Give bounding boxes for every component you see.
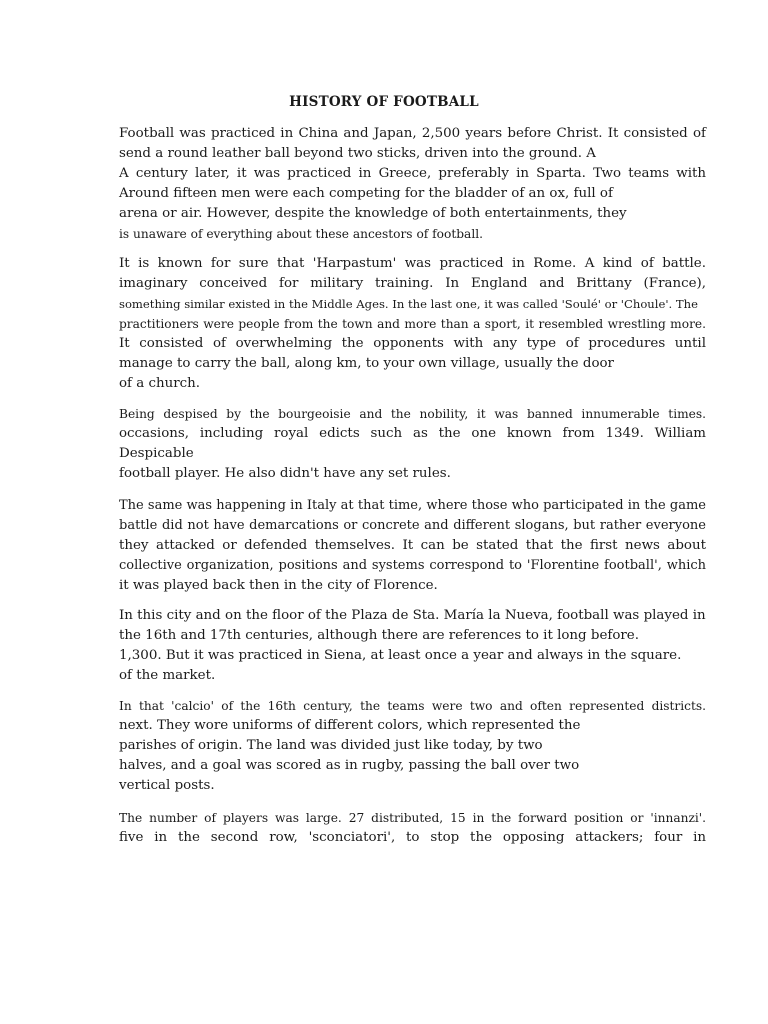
text-line: 1,300. But it was practiced in Siena, at least once a year and always in the square. <box>119 648 682 663</box>
text-line: parishes of origin. The land was divided just like today, by two <box>119 738 543 753</box>
text-line: battle did not have demarcations or concrete and different slogans, but rather everyone <box>119 518 706 533</box>
text-line: collective organization, positions and systems correspond to 'Florentine football', which <box>119 558 706 573</box>
paragraph <box>119 808 706 848</box>
paragraph <box>119 404 706 484</box>
text-line: football player. He also didn't have any set rules. <box>119 466 451 481</box>
text-line: practitioners were people from the town and more than a sport, it resembled wrestling more. <box>119 317 706 331</box>
text-line: In that 'calcio' of the 16th century, the teams were two and often represented districts. <box>119 699 706 713</box>
text-line: Despicable <box>119 446 194 461</box>
text-line: send a round leather ball beyond two sticks, driven into the ground. A <box>119 146 596 161</box>
text-line: five in the second row, 'sconciatori', to stop the opposing attackers; four in <box>119 830 706 845</box>
text-line: vertical posts. <box>119 778 215 793</box>
text-line: The number of players was large. 27 distributed, 15 in the forward position or 'innanzi'. <box>119 811 706 825</box>
text-line: A century later, it was practiced in Greece, preferably in Sparta. Two teams with <box>119 166 706 181</box>
text-line: it was played back then in the city of Florence. <box>119 578 438 593</box>
text-line: is unaware of everything about these ancestors of football. <box>119 227 483 241</box>
text-line: It is known for sure that 'Harpastum' was practiced in Rome. A kind of battle. <box>119 256 706 271</box>
text-line: Football was practiced in China and Japan, 2,500 years before Christ. It consisted of <box>119 126 706 141</box>
text-line: next. They wore uniforms of different colors, which represented the <box>119 718 581 733</box>
text-line: occasions, including royal edicts such as the one known from 1349. William <box>119 426 706 441</box>
text-line: of a church. <box>119 376 201 391</box>
paragraph <box>119 124 706 244</box>
text-line: halves, and a goal was scored as in rugby, passing the ball over two <box>119 758 580 773</box>
text-line: manage to carry the ball, along km, to your own village, usually the door <box>119 356 614 371</box>
text-line: they attacked or defended themselves. It can be stated that the first news about <box>119 538 706 553</box>
text-line: of the market. <box>119 668 216 683</box>
paragraph <box>119 606 706 686</box>
document-title: HISTORY OF FOOTBALL <box>289 94 479 110</box>
text-line: Around fifteen men were each competing for the bladder of an ox, full of <box>119 186 613 201</box>
paragraph <box>119 254 706 394</box>
text-line: Being despised by the bourgeoisie and the nobility, it was banned innumerable times. <box>119 407 706 421</box>
text-line: arena or air. However, despite the knowledge of both entertainments, they <box>119 206 627 221</box>
paragraph <box>119 496 706 596</box>
text-line: something similar existed in the Middle Ages. In the last one, it was called 'Soulé' or 'Choule'. The <box>119 297 698 311</box>
text-line: imaginary conceived for military training. In England and Brittany (France), <box>119 276 706 291</box>
paragraph <box>119 696 706 796</box>
text-line: It consisted of overwhelming the opponents with any type of procedures until <box>119 336 706 351</box>
text-line: In this city and on the floor of the Plaza de Sta. María la Nueva, football was played in <box>119 608 706 623</box>
text-line: the 16th and 17th centuries, although there are references to it long before. <box>119 628 639 643</box>
text-line: The same was happening in Italy at that time, where those who participated in the game <box>119 498 706 513</box>
